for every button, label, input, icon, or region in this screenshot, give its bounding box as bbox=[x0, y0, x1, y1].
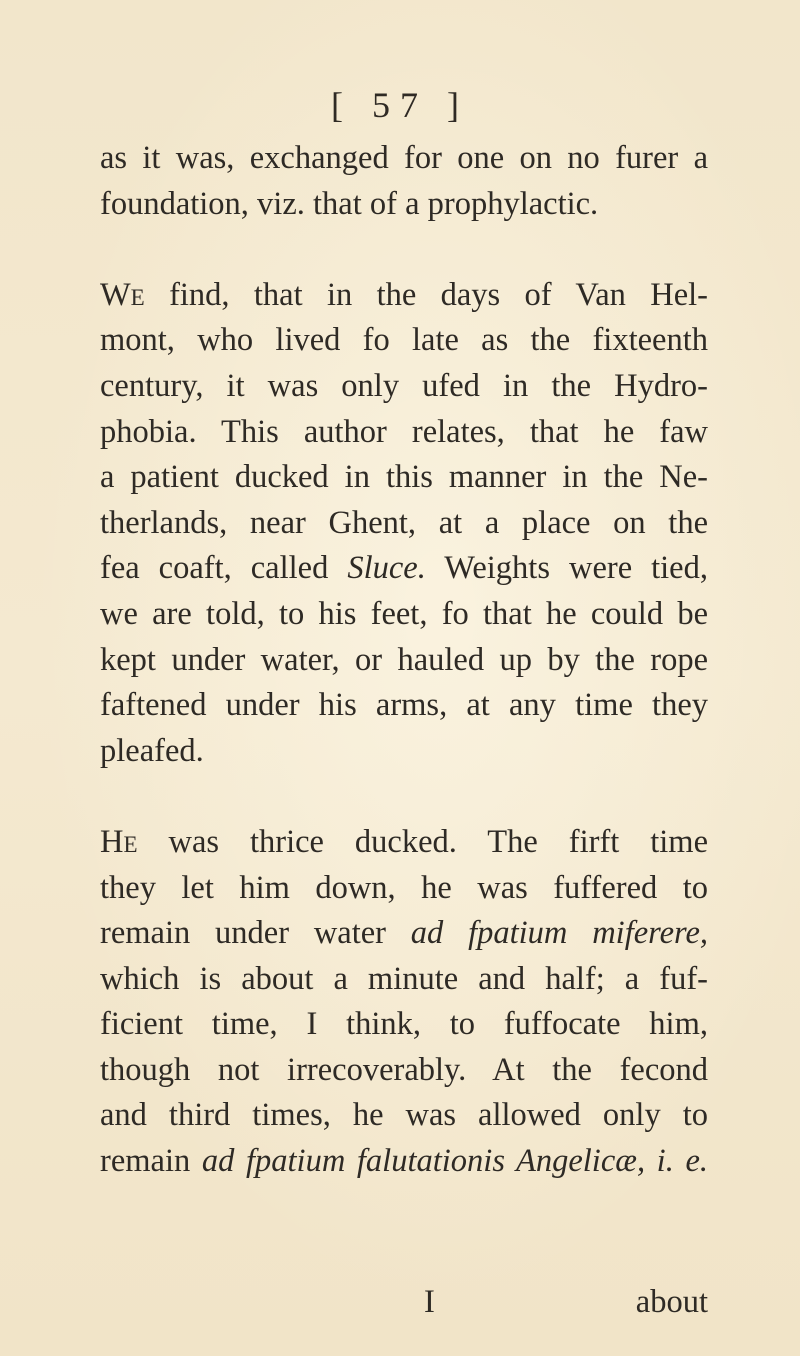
text-span: find, that in the days of Van Hel- bbox=[169, 276, 709, 313]
text-line bbox=[100, 364, 708, 410]
text-line bbox=[100, 1139, 708, 1185]
text-span: ficient time, I think, to fuffocate him, bbox=[100, 1006, 708, 1043]
text-span: remain under water bbox=[100, 915, 411, 952]
text-line bbox=[100, 273, 708, 319]
text-span: was thrice ducked. The firft time bbox=[168, 823, 709, 860]
text-line bbox=[100, 318, 708, 364]
text-span: phobia. This author relates, that he faw bbox=[100, 413, 708, 450]
text-line bbox=[100, 957, 708, 1003]
text-line bbox=[100, 820, 708, 866]
text-span: though not irrecoverably. At the fecond bbox=[100, 1051, 708, 1088]
text-span: pleafed. bbox=[100, 732, 204, 769]
text-span: fea coaft, called bbox=[100, 550, 348, 587]
italic-text: Sluce. bbox=[347, 550, 426, 587]
text-span: and third times, he was allowed only to bbox=[100, 1097, 708, 1134]
text-line bbox=[100, 136, 708, 182]
text-span: they let him down, he was fuffered to bbox=[100, 869, 708, 906]
page-header: [ 57 ] bbox=[331, 85, 469, 125]
body-text bbox=[100, 136, 708, 1185]
paragraph-gap bbox=[100, 227, 708, 273]
text-line bbox=[100, 1093, 708, 1139]
signature-mark: I bbox=[424, 1284, 435, 1320]
text-span: which is about a minute and half; a fuf- bbox=[100, 960, 708, 997]
text-line bbox=[100, 182, 708, 228]
text-span: foundation, viz. that of a prophylactic. bbox=[100, 185, 599, 222]
paragraph-lead: He bbox=[100, 823, 138, 860]
italic-text: ad fpatium falutationis Angelicæ, i. e. bbox=[201, 1143, 708, 1180]
paragraph-lead: We bbox=[100, 276, 145, 313]
text-line bbox=[100, 638, 708, 684]
text-line bbox=[100, 410, 708, 456]
text-span: as it was, exchanged for one on no furer a bbox=[100, 140, 708, 176]
catchword: about bbox=[635, 1284, 708, 1320]
text-span: we are told, to his feet, fo that he could be bbox=[100, 595, 708, 632]
text-line bbox=[100, 683, 708, 729]
text-line bbox=[100, 866, 708, 912]
text-line bbox=[100, 1048, 708, 1094]
text-span: remain bbox=[100, 1143, 202, 1180]
text-span: a patient ducked in this manner in the Ne- bbox=[100, 459, 708, 496]
text-span: kept under water, or hauled up by the rope bbox=[100, 641, 708, 678]
text-line bbox=[100, 501, 708, 547]
text-span: Weights were tied, bbox=[425, 550, 708, 587]
text-span: mont, who lived fo late as the fixteenth bbox=[100, 322, 708, 359]
text-line bbox=[100, 1002, 708, 1048]
text-span: therlands, near Ghent, at a place on the bbox=[100, 504, 708, 541]
text-span: faftened under his arms, at any time they bbox=[100, 687, 708, 724]
text-line bbox=[100, 911, 708, 957]
text-line bbox=[100, 546, 708, 592]
italic-text: ad fpatium miferere, bbox=[410, 915, 709, 952]
text-line bbox=[100, 592, 708, 638]
paragraph-gap bbox=[100, 774, 708, 820]
text-line bbox=[100, 729, 708, 775]
text-line bbox=[100, 455, 708, 501]
text-span: century, it was only ufed in the Hydro- bbox=[100, 367, 708, 404]
